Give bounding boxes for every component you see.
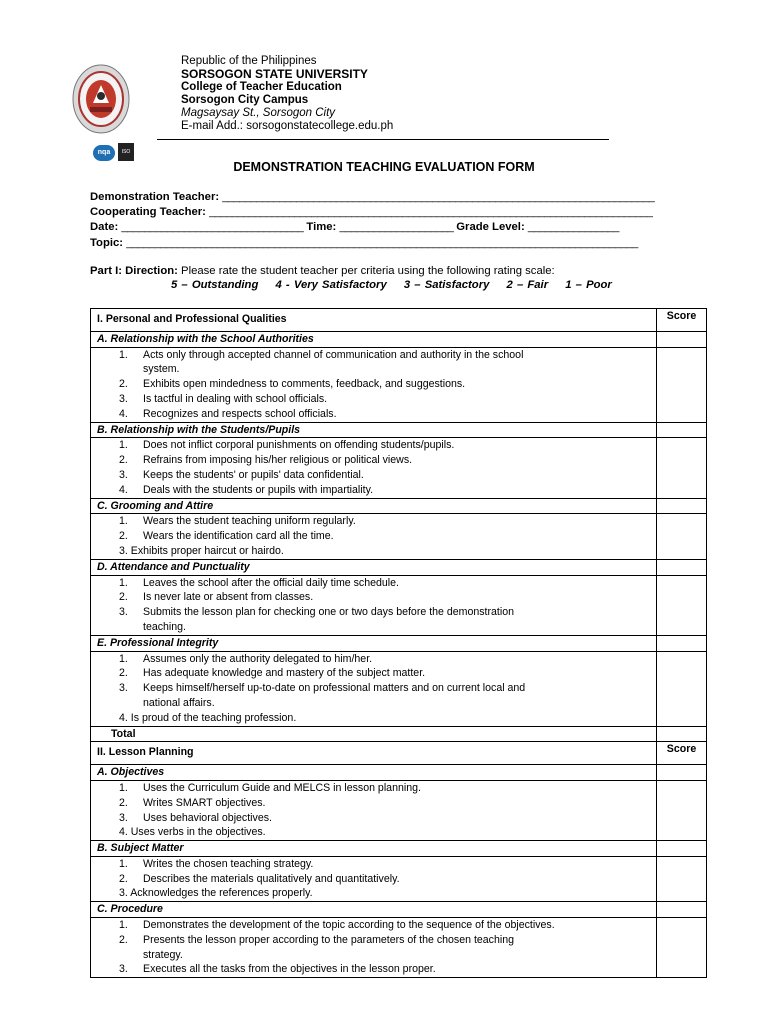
item-text: Leaves the school after the official daily time schedule. bbox=[143, 576, 399, 589]
item-text: Writes SMART objectives. bbox=[143, 796, 266, 809]
item-number: 2. bbox=[119, 591, 128, 604]
list-item bbox=[97, 529, 656, 544]
scale-5: 5 – Outstanding bbox=[171, 279, 259, 291]
address-line: Magsaysay St., Sorsogon City bbox=[181, 107, 336, 120]
item-number: 2. bbox=[119, 796, 128, 809]
item-text: Is tactful in dealing with school officials. bbox=[143, 392, 328, 405]
subsection-title: D. Attendance and Punctuality bbox=[91, 559, 657, 575]
item-number: 2. bbox=[119, 530, 128, 543]
item-number: 1. bbox=[119, 781, 128, 794]
demo-teacher-field[interactable] bbox=[90, 190, 654, 205]
subsection-title: C. Grooming and Attire bbox=[91, 498, 657, 514]
list-item bbox=[97, 377, 656, 392]
score-cell[interactable] bbox=[657, 347, 707, 422]
criteria-list bbox=[91, 780, 657, 840]
scale-2: 2 – Fair bbox=[506, 279, 549, 291]
iso-badge-text: ISO bbox=[121, 149, 131, 155]
section-title: I. Personal and Professional Qualities bbox=[91, 309, 657, 332]
item-number: 3. bbox=[119, 468, 128, 481]
item-text: Is never late or absent from classes. bbox=[143, 591, 314, 604]
list-item bbox=[97, 652, 656, 667]
item-number: 3. bbox=[119, 606, 128, 619]
criteria-list bbox=[91, 651, 657, 726]
list-item bbox=[97, 681, 656, 696]
time-blank[interactable]: ____________________ bbox=[339, 221, 454, 234]
list-item bbox=[97, 918, 656, 933]
score-cell[interactable] bbox=[657, 438, 707, 498]
list-item bbox=[97, 962, 656, 977]
list-item bbox=[97, 468, 656, 483]
score-header: Score bbox=[657, 309, 707, 332]
item-number: 3. bbox=[119, 392, 128, 405]
list-item bbox=[97, 514, 656, 529]
list-item bbox=[97, 620, 656, 635]
item-text: Presents the lesson proper according to the parameters of the chosen teaching bbox=[143, 933, 515, 946]
total-score-cell[interactable] bbox=[657, 726, 707, 742]
form-title: DEMONSTRATION TEACHING EVALUATION FORM bbox=[233, 160, 535, 174]
item-text: teaching. bbox=[143, 620, 186, 633]
item-text: Wears the student teaching uniform regularly. bbox=[143, 515, 356, 528]
coop-teacher-label: Cooperating Teacher: bbox=[90, 206, 206, 219]
item-text: Acts only through accepted channel of communication and authority in the school bbox=[143, 348, 524, 361]
direction-text: Please rate the student teacher per criteria using the following rating scale: bbox=[177, 265, 555, 277]
coop-teacher-field[interactable] bbox=[90, 205, 654, 220]
score-cell[interactable] bbox=[657, 498, 707, 514]
item-text: Describes the materials qualitatively and quantitatively. bbox=[143, 872, 400, 885]
item-text: Keeps the students' or pupils' data confidential. bbox=[143, 468, 364, 481]
score-cell[interactable] bbox=[657, 331, 707, 347]
score-cell[interactable] bbox=[657, 902, 707, 918]
list-item bbox=[97, 666, 656, 681]
topic-label: Topic: bbox=[90, 236, 124, 249]
demo-teacher-blank[interactable]: ____________________________________________________________________________ bbox=[222, 191, 655, 203]
time-label: Time: bbox=[306, 221, 337, 234]
score-cell[interactable] bbox=[657, 422, 707, 438]
subsection-title: A. Objectives bbox=[91, 765, 657, 781]
score-cell[interactable] bbox=[657, 575, 707, 635]
nqa-badge-icon bbox=[93, 145, 115, 161]
item-text: Writes the chosen teaching strategy. bbox=[143, 857, 314, 870]
list-item bbox=[97, 872, 656, 887]
list-item bbox=[97, 811, 656, 826]
header-divider bbox=[157, 139, 609, 140]
section-header-row bbox=[91, 742, 707, 765]
list-item bbox=[97, 348, 656, 363]
subsection-title: B. Subject Matter bbox=[91, 841, 657, 857]
item-number: 1. bbox=[119, 652, 128, 665]
item-text: Wears the identification card all the time. bbox=[143, 530, 334, 543]
subsection-title: A. Relationship with the School Authorities bbox=[91, 331, 657, 347]
item-text: Refrains from imposing his/her religious or political views. bbox=[143, 454, 413, 467]
item-number: 3. bbox=[119, 963, 128, 976]
item-text: national affairs. bbox=[143, 696, 215, 709]
list-item bbox=[97, 483, 656, 498]
list-item: 3. Acknowledges the references properly. bbox=[119, 887, 313, 900]
campus-name: Sorsogon City Campus bbox=[181, 94, 309, 107]
direction-label: Part I: Direction: bbox=[90, 265, 178, 277]
letterhead bbox=[181, 55, 393, 134]
score-header: Score bbox=[657, 742, 707, 765]
item-text: Uses the Curriculum Guide and MELCS in lesson planning. bbox=[143, 781, 421, 794]
score-cell[interactable] bbox=[657, 780, 707, 840]
item-text: strategy. bbox=[143, 948, 183, 961]
score-cell[interactable] bbox=[657, 918, 707, 978]
item-number: 4. bbox=[119, 483, 128, 496]
university-seal-logo bbox=[72, 63, 130, 135]
criteria-list bbox=[91, 514, 657, 559]
email-line: E-mail Add.: sorsogonstatecollege.edu.ph bbox=[181, 120, 394, 133]
item-number: 1. bbox=[119, 919, 128, 932]
item-number: 1. bbox=[119, 515, 128, 528]
score-cell[interactable] bbox=[657, 765, 707, 781]
demo-teacher-label: Demonstration Teacher: bbox=[90, 191, 220, 203]
rating-scale bbox=[171, 279, 625, 291]
list-item bbox=[97, 576, 656, 591]
item-text: Executes all the tasks from the objectives in the lesson proper. bbox=[143, 963, 436, 976]
subsection-title: C. Procedure bbox=[91, 902, 657, 918]
item-number: 1. bbox=[119, 576, 128, 589]
date-label: Date: bbox=[90, 221, 119, 234]
score-cell[interactable] bbox=[657, 651, 707, 726]
scale-3: 3 – Satisfactory bbox=[403, 279, 490, 291]
list-item bbox=[97, 781, 656, 796]
list-item: 3. Exhibits proper haircut or hairdo. bbox=[119, 544, 284, 557]
item-number: 2. bbox=[119, 872, 128, 885]
criteria-list bbox=[91, 575, 657, 635]
list-item bbox=[97, 453, 656, 468]
criteria-list bbox=[91, 438, 657, 498]
section-title: II. Lesson Planning bbox=[91, 742, 657, 765]
total-label: Total bbox=[91, 726, 657, 742]
list-item bbox=[97, 407, 656, 422]
criteria-list bbox=[91, 918, 657, 978]
list-item bbox=[97, 696, 656, 711]
item-text: system. bbox=[143, 363, 180, 376]
score-cell[interactable] bbox=[657, 856, 707, 901]
item-text: Does not inflict corporal punishments on offending students/pupils. bbox=[143, 439, 455, 452]
criteria-list bbox=[91, 856, 657, 901]
college-name: College of Teacher Education bbox=[181, 81, 342, 94]
score-cell[interactable] bbox=[657, 559, 707, 575]
list-item bbox=[97, 438, 656, 453]
item-number: 1. bbox=[119, 857, 128, 870]
list-item bbox=[97, 857, 656, 872]
section-header-row bbox=[91, 309, 707, 332]
item-number: 2. bbox=[119, 454, 128, 467]
nqa-badge-text: nqa bbox=[97, 149, 111, 156]
item-text: Assumes only the authority delegated to him/her. bbox=[143, 652, 373, 665]
direction bbox=[90, 264, 555, 280]
list-item: 4. Uses verbs in the objectives. bbox=[119, 826, 266, 839]
item-text: Deals with the students or pupils with impartiality. bbox=[143, 483, 374, 496]
topic-field[interactable] bbox=[90, 236, 654, 251]
item-text: Keeps himself/herself up-to-date on professional matters and on current local and bbox=[143, 682, 526, 695]
item-number: 2. bbox=[119, 378, 128, 391]
item-number: 4. bbox=[119, 407, 128, 420]
item-number: 1. bbox=[119, 348, 128, 361]
republic-line: Republic of the Philippines bbox=[181, 55, 317, 67]
evaluation-table bbox=[90, 308, 707, 978]
list-item bbox=[97, 933, 656, 948]
criteria-list bbox=[91, 347, 657, 422]
topic-blank[interactable]: __________________________________________________________________________________________ bbox=[126, 236, 638, 249]
subsection-title: B. Relationship with the Students/Pupils bbox=[91, 422, 657, 438]
list-item bbox=[97, 796, 656, 811]
list-item bbox=[97, 605, 656, 620]
coop-teacher-blank[interactable]: ______________________________________________________________________________ bbox=[209, 206, 653, 219]
item-text: Uses behavioral objectives. bbox=[143, 811, 272, 824]
item-number: 2. bbox=[119, 667, 128, 680]
list-item bbox=[97, 392, 656, 407]
list-item bbox=[97, 362, 656, 377]
grade-blank[interactable]: ________________ bbox=[527, 221, 619, 234]
iso-badge-icon bbox=[118, 143, 134, 161]
list-item bbox=[97, 590, 656, 605]
grade-label: Grade Level: bbox=[456, 221, 525, 234]
item-text: Submits the lesson plan for checking one or two days before the demonstration bbox=[143, 606, 514, 619]
item-text: Recognizes and respects school officials. bbox=[143, 407, 337, 420]
item-text: Demonstrates the development of the topic according to the sequence of the objectives. bbox=[143, 919, 555, 932]
subsection-title: E. Professional Integrity bbox=[91, 635, 657, 651]
university-name: SORSOGON STATE UNIVERSITY bbox=[181, 67, 368, 82]
date-blank[interactable]: ________________________________ bbox=[121, 221, 304, 234]
item-number: 2. bbox=[119, 933, 128, 946]
item-number: 3. bbox=[119, 682, 128, 695]
scale-1: 1 – Poor bbox=[565, 279, 612, 291]
score-cell[interactable] bbox=[657, 635, 707, 651]
score-cell[interactable] bbox=[657, 514, 707, 559]
item-number: 3. bbox=[119, 811, 128, 824]
list-item: 4. Is proud of the teaching profession. bbox=[119, 711, 297, 724]
scale-4: 4 - Very Satisfactory bbox=[275, 279, 387, 291]
list-item bbox=[97, 948, 656, 963]
item-text: Has adequate knowledge and mastery of the subject matter. bbox=[143, 667, 426, 680]
date-time-grade-row bbox=[90, 220, 654, 235]
item-number: 1. bbox=[119, 439, 128, 452]
item-text: Exhibits open mindedness to comments, feedback, and suggestions. bbox=[143, 378, 466, 391]
score-cell[interactable] bbox=[657, 841, 707, 857]
form-fields bbox=[90, 190, 654, 251]
